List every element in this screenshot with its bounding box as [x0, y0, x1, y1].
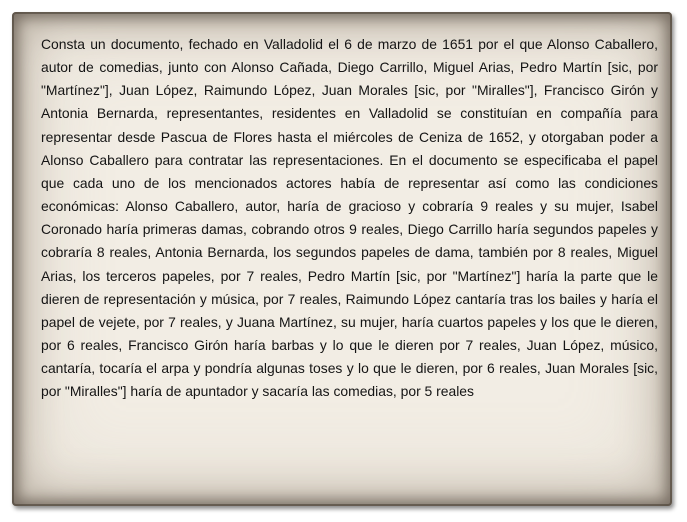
document-paragraph: Consta un documento, fechado en Valladolid el 6 de marzo de 1651 por el que Alonso Caballero, autor de comedias, junto con Alonso Cañada, Diego Carrillo, Miguel Arias, Pedro Martín [sic, por "Martínez"], Juan López, Raimundo López, Juan Morales [sic, por "Miralles"], Francisco Girón y Antonia Bernarda, representantes, residentes en Valladolid se constituían en compañía para representar desde Pascua de Flores hasta el miércoles de Ceniza de 1652, y otorgaban poder a Alonso Caballero para contratar las representaciones. En el documento se especificaba el papel que cada uno de los mencionados actores había de representar así como las condiciones económicas: Alonso Caballero, autor, haría de gracioso y cobraría 9 reales y su mujer, Isabel Coronado haría primeras damas, cobrando otros 9 reales, Diego Carrillo haría segundos papeles y cobraría 8 reales, Antonia Bernarda, los segundos papeles de dama, también por 8 reales, Miguel Arias, los terceros papeles, por 7 reales, Pedro Martín [sic, por "Martínez"] haría la parte que le dieren de representación y música, por 7 reales, Raimundo López cantaría tras los bailes y haría el papel de vejete, por 7 reales, y Juana Martínez, su mujer, haría cuartos papeles y los que le dieren, por 6 reales, Francisco Girón haría barbas y lo que le dieren por 7 reales, Juan López, músico, cantaría, tocaría el arpa y pondría algunas toses y lo que le dieren, por 6 reales, Juan Morales [sic, por "Miralles"] haría de apuntador y sacaría las comedias, por 5 reales	[41, 36, 658, 400]
